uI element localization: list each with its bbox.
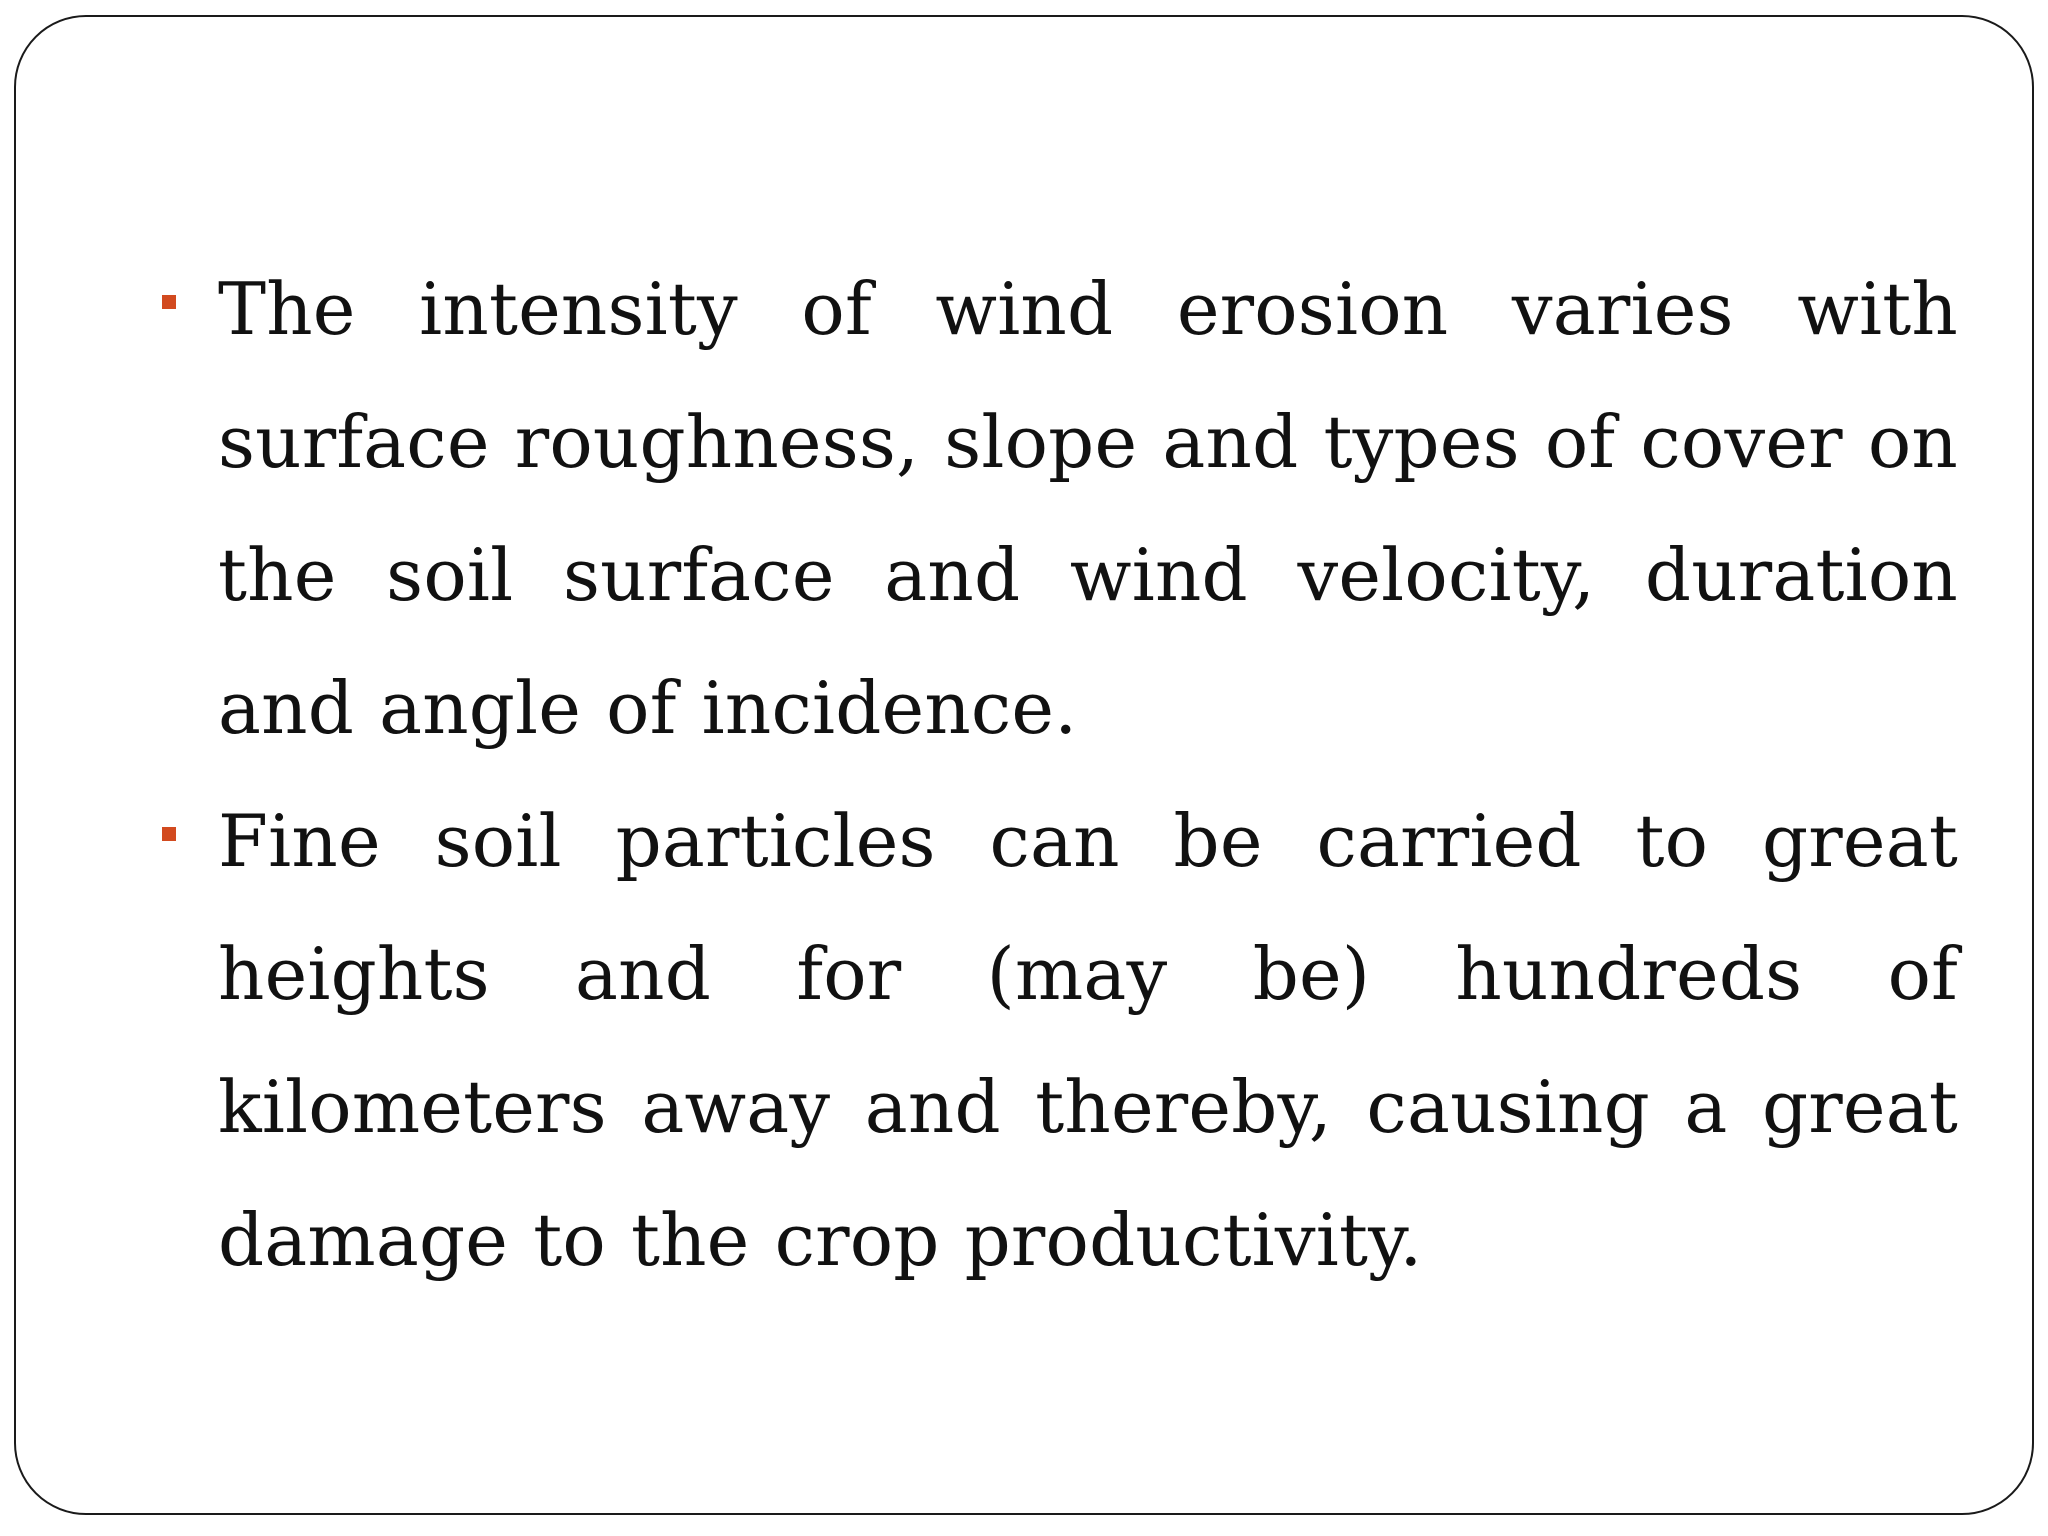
bullet-text-1: The intensity of wind erosion varies with surface roughness, slope and types of cover on the soil surface and wind velocity, duration and angle of incidence.	[218, 267, 1958, 750]
bullet-item-1	[218, 243, 1958, 775]
square-bullet-icon	[162, 827, 176, 841]
bullet-text-2: Fine soil particles can be carried to great heights and for (may be) hundreds of kilometers away and thereby, causing a great damage to the crop productivity.	[218, 799, 1958, 1282]
slide-frame	[14, 15, 2034, 1515]
bullet-list	[218, 243, 1958, 1307]
bullet-item-2	[218, 775, 1958, 1307]
square-bullet-icon	[162, 295, 176, 309]
